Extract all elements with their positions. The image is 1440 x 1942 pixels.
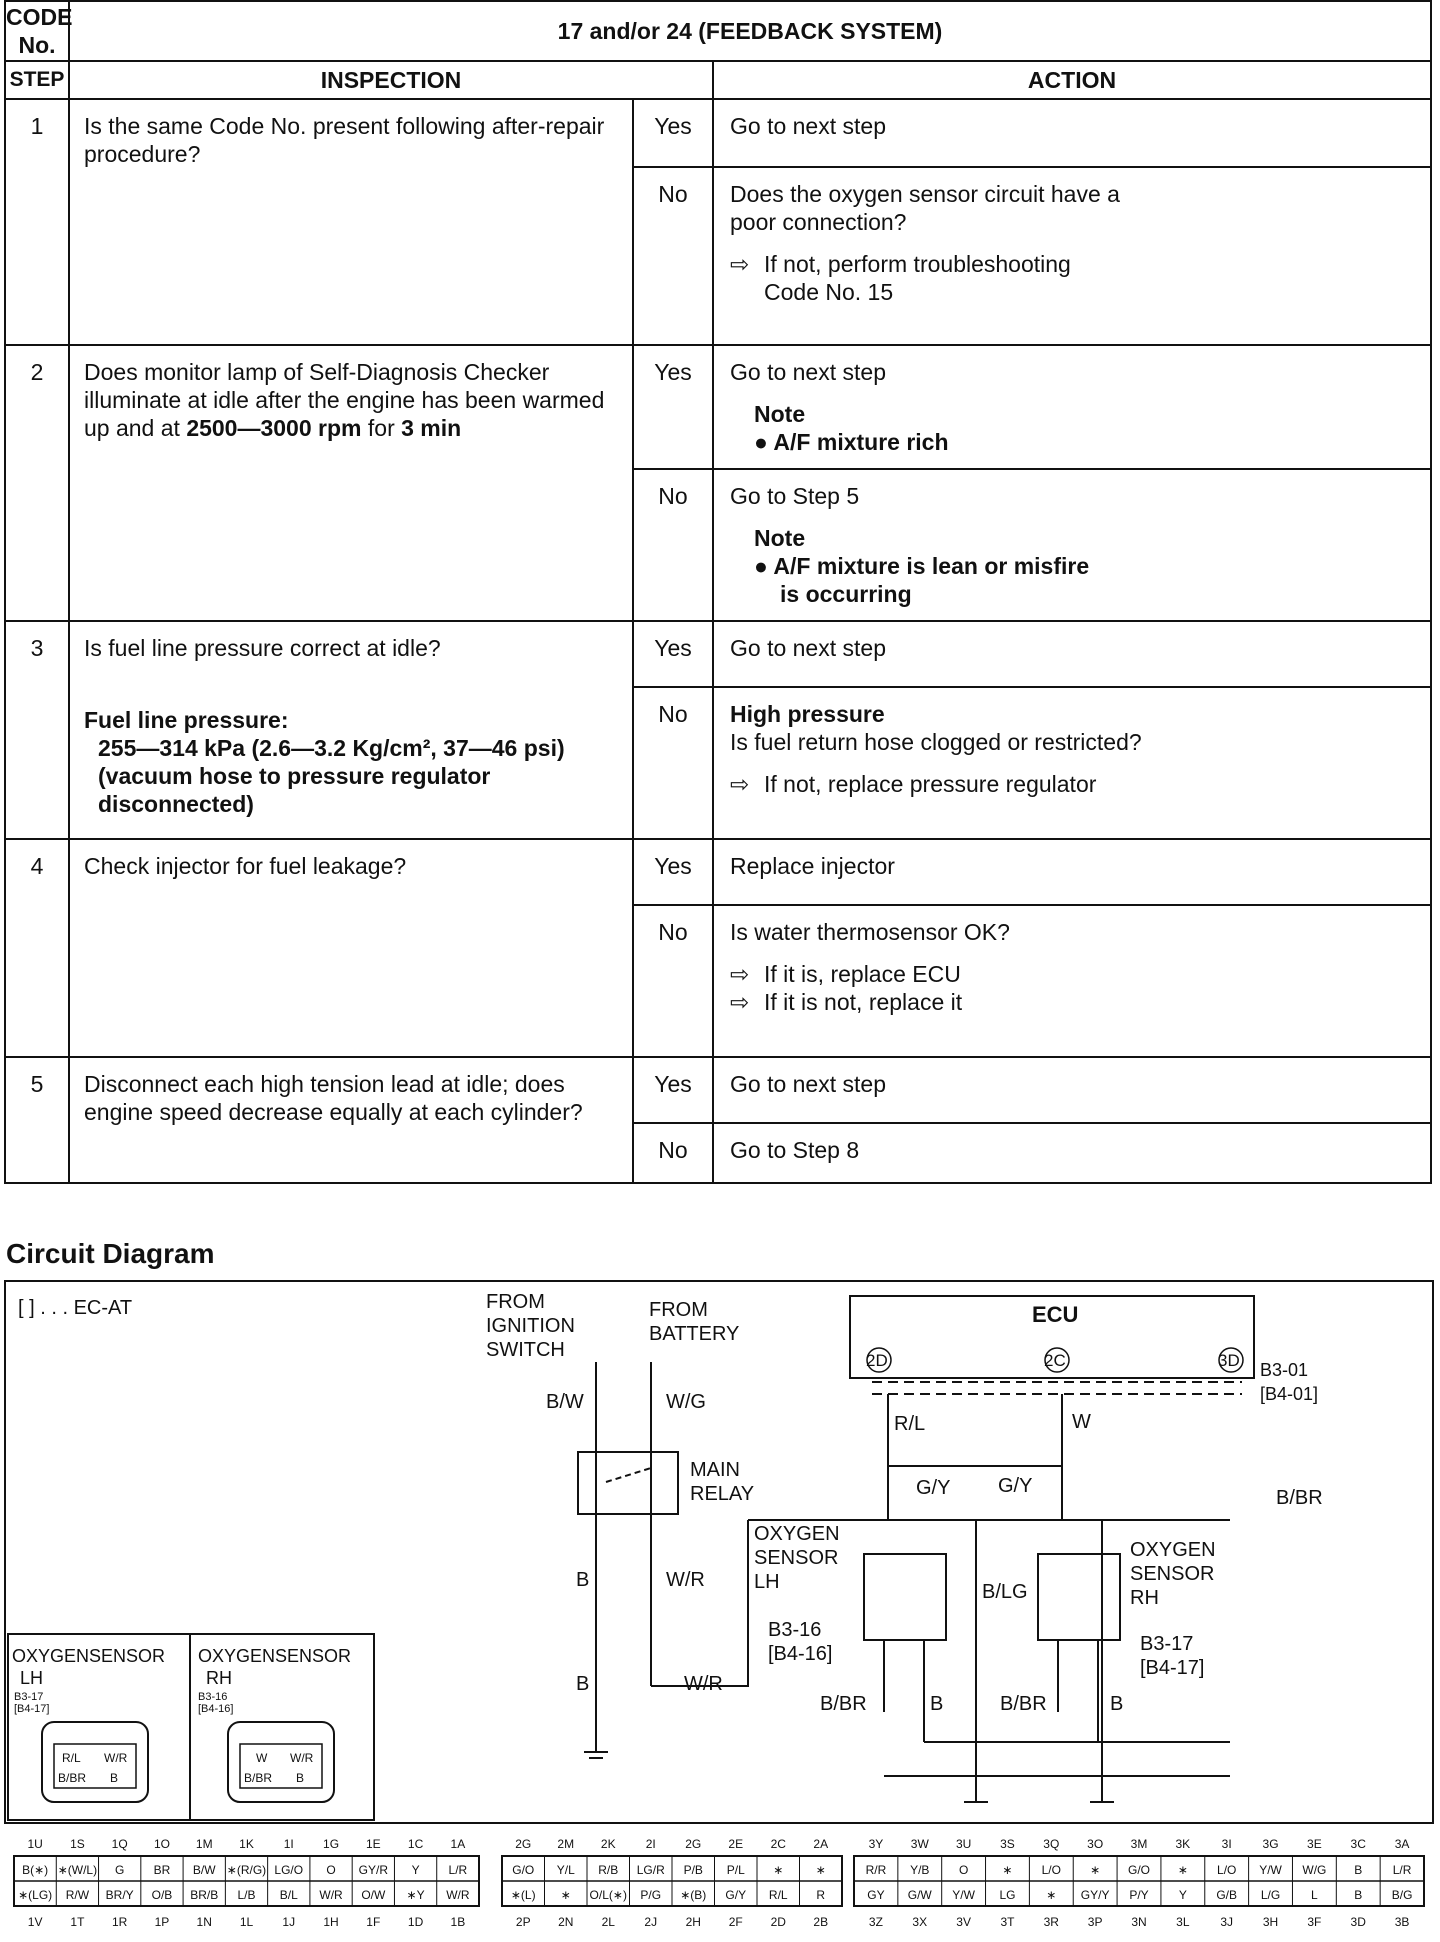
pin-wire-color: ∗ [1177, 1863, 1188, 1877]
pin-wire-color: B/L [279, 1888, 298, 1902]
pin-wire-color: GY/R [358, 1863, 388, 1877]
yes-label: Yes [633, 345, 713, 469]
pin-number: 3X [912, 1915, 928, 1929]
pin-wire-color: L/R [448, 1863, 468, 1877]
pin-number: 3P [1087, 1915, 1103, 1929]
pin-number: 2I [645, 1837, 656, 1851]
no-action [713, 905, 1431, 1057]
pin-number: 3I [1221, 1837, 1232, 1851]
conn-pin: B [296, 1771, 305, 1785]
conn-view-title: OXYGENSENSOR [12, 1646, 166, 1666]
pin-number: 3O [1087, 1837, 1104, 1851]
pin-wire-color: ∗ [773, 1863, 784, 1877]
pin-wire-color: R/B [598, 1863, 619, 1877]
relay-switch [606, 1468, 651, 1482]
connector-strip-svg [4, 1826, 1430, 1936]
spec-line: 255—314 kPa (2.6—3.2 Kg/cm², 37—46 psi) [98, 735, 565, 761]
pin-wire-color: L/B [237, 1888, 256, 1902]
table-row [5, 345, 1431, 469]
pin-number: 1I [283, 1837, 294, 1851]
wire-label-gy: G/Y [998, 1475, 1033, 1497]
circuit-svg [6, 1282, 1432, 1822]
pin-number: 1T [70, 1915, 85, 1929]
from-battery-1: FROM [649, 1299, 708, 1321]
pin-number: 1S [70, 1837, 85, 1851]
yes-label: Yes [633, 839, 713, 905]
yes-label: Yes [633, 621, 713, 687]
inspection-text: Is the same Code No. present following after-repair procedure? [69, 99, 633, 345]
no-label: No [633, 167, 713, 345]
pin-wire-color: G/Y [725, 1888, 747, 1902]
wire-label-bbr: B/BR [1276, 1487, 1323, 1509]
pin-number: 1U [27, 1837, 43, 1851]
pin-number: 3D [1350, 1915, 1366, 1929]
main-relay-box [578, 1452, 678, 1514]
note-item-cont: is occurring [780, 581, 912, 607]
step-number: 2 [5, 345, 69, 621]
o2-lh-conn: B3-16 [768, 1619, 822, 1641]
pin-number: 3V [956, 1915, 971, 1929]
pin-wire-color: Y/W [952, 1888, 975, 1902]
o2-rh-label: RH [1130, 1587, 1159, 1609]
pin-number: 1M [195, 1837, 213, 1851]
pin-number: 3M [1130, 1837, 1148, 1851]
o2-rh-label: OXYGEN [1130, 1539, 1216, 1561]
pin-wire-color: LG/R [636, 1863, 665, 1877]
wire-label-rl: R/L [894, 1413, 926, 1435]
pin-wire-color: G/O [512, 1863, 535, 1877]
pin-wire-color: L/R [1392, 1863, 1412, 1877]
wire-label-wg: W/G [666, 1391, 706, 1413]
inspection-mid: for [361, 415, 402, 441]
section-title: Circuit Diagram [6, 1238, 215, 1269]
pin-wire-color: G/O [1127, 1863, 1151, 1877]
note-item: ● A/F mixture rich [754, 429, 949, 455]
pin-wire-color: B/W [192, 1863, 216, 1877]
wire-label-blg: B/LG [982, 1581, 1028, 1603]
pin-number: 3Q [1043, 1837, 1060, 1851]
pin-number: 2G [515, 1837, 532, 1851]
code-value: 17 and/or 24 (FEEDBACK SYSTEM) [69, 1, 1431, 61]
o2-lh-label: SENSOR [754, 1547, 839, 1569]
pin-wire-color: L/G [1260, 1888, 1281, 1902]
pin-number: 3T [1000, 1915, 1015, 1929]
pin-wire-color: ∗(LG) [18, 1888, 53, 1902]
main-relay-label: MAIN [690, 1459, 740, 1481]
pin-wire-color: O [958, 1863, 969, 1877]
oxygen-sensor-lh-box [864, 1554, 946, 1640]
pin-wire-color: ∗ [1090, 1863, 1101, 1877]
ecu-label: ECU [1032, 1302, 1079, 1327]
arrow-icon: ⇨ [730, 961, 750, 987]
pin-wire-color: W/R [446, 1888, 470, 1902]
wire-label-w: W [1072, 1411, 1091, 1433]
note-title: Note [754, 401, 806, 427]
pin-wire-color: Y/L [556, 1863, 575, 1877]
arrow-icon: ⇨ [730, 989, 750, 1015]
arrow-text: If not, replace pressure regulator [764, 771, 1097, 797]
arrow-icon: ⇨ [730, 771, 750, 797]
pin-number: 3J [1220, 1915, 1234, 1929]
pin-wire-color: ∗(R/G) [226, 1863, 267, 1877]
pin-wire-color: B(∗) [22, 1863, 49, 1877]
ecu-pin: 2C [1044, 1351, 1066, 1370]
yes-label: Yes [633, 1057, 713, 1123]
conn-view-title: OXYGENSENSOR [198, 1646, 352, 1666]
pin-number: 2A [813, 1837, 829, 1851]
col-inspection: INSPECTION [69, 61, 713, 99]
code-label: CODE No. [5, 1, 69, 61]
from-battery-2: BATTERY [649, 1323, 740, 1345]
spec-title: Fuel line pressure: [84, 707, 289, 733]
wire-label-bbr: B/BR [1000, 1693, 1047, 1715]
table-row [5, 99, 1431, 167]
pin-wire-color: ∗Y [406, 1888, 425, 1902]
pin-number: 2H [685, 1915, 701, 1929]
circuit-diagram [4, 1280, 1434, 1824]
no-title: High pressure [730, 701, 885, 727]
no-action [713, 167, 1431, 345]
connector-shell [42, 1722, 148, 1802]
arrow-text: If it is, replace ECU [764, 961, 961, 987]
pin-number: 3H [1262, 1915, 1279, 1929]
pin-number: 3Y [868, 1837, 884, 1851]
inspection-pre: Does monitor lamp of Self-Diagnosis Checker illuminate at idle after the engine has been warmed up and at [84, 359, 605, 441]
pin-wire-color: P/G [640, 1888, 662, 1902]
oxygen-sensor-rh-box [1038, 1554, 1120, 1640]
note-item: ● A/F mixture is lean or misfire [754, 553, 1090, 579]
pin-wire-color: LG [999, 1888, 1016, 1902]
table-row [5, 621, 1431, 687]
pin-number: 2B [813, 1915, 829, 1929]
pin-wire-color: Y [1178, 1888, 1187, 1902]
connector-shell [228, 1722, 334, 1802]
pin-number: 1Q [111, 1837, 128, 1851]
conn-view-code: B3-17 [14, 1691, 44, 1703]
conn-view-code-at: [B4-17] [14, 1703, 50, 1715]
pin-wire-color: BR [153, 1863, 171, 1877]
pin-number: 1G [323, 1837, 340, 1851]
from-ignition-1: FROM [486, 1291, 545, 1313]
no-label: No [633, 687, 713, 839]
yes-action: Go to next step [713, 99, 1431, 167]
pin-wire-color: B [1354, 1863, 1363, 1877]
pin-number: 3C [1350, 1837, 1366, 1851]
o2-lh-conn-at: [B4-16] [768, 1643, 833, 1665]
wire-label-wr: W/R [666, 1569, 705, 1591]
pin-wire-color: ∗ [1002, 1863, 1013, 1877]
pin-number: 2C [770, 1837, 786, 1851]
pin-wire-color: Y [411, 1863, 420, 1877]
pin-wire-color: G/W [907, 1888, 932, 1902]
pin-number: 3K [1175, 1837, 1191, 1851]
no-action-text: Does the oxygen sensor circuit have a poor connection? [730, 181, 1120, 235]
step-number: 1 [5, 99, 69, 345]
pin-wire-color: L/O [1041, 1863, 1061, 1877]
step-number: 5 [5, 1057, 69, 1183]
pin-wire-color: O/B [151, 1888, 173, 1902]
no-action [713, 687, 1431, 839]
inspection-text: Is fuel line pressure correct at idle? [84, 635, 441, 661]
pin-wire-color: O [326, 1863, 336, 1877]
yes-action: Replace injector [713, 839, 1431, 905]
pin-number: 2K [600, 1837, 616, 1851]
yes-action: Go to next step [713, 621, 1431, 687]
table-row [5, 1057, 1431, 1123]
pin-wire-color: GY/Y [1080, 1888, 1110, 1902]
pin-number: 1R [112, 1915, 128, 1929]
conn-pin: B/BR [244, 1771, 273, 1785]
ecu-connector-strip [4, 1826, 1430, 1936]
no-action: Go to Step 8 [713, 1123, 1431, 1183]
pin-number: 2E [728, 1837, 744, 1851]
inspection-text: Disconnect each high tension lead at idle; does engine speed decrease equally at each cylinder? [69, 1057, 633, 1183]
pin-wire-color: O/L(∗) [589, 1888, 627, 1902]
pin-number: 2J [644, 1915, 658, 1929]
pin-number: 3R [1043, 1915, 1059, 1929]
ecu-connector-code-at: [B4-01] [1260, 1384, 1319, 1404]
inspection-rpm: 2500—3000 rpm [186, 415, 362, 441]
o2-lh-label: OXYGEN [754, 1523, 840, 1545]
pin-number: 1E [365, 1837, 381, 1851]
pin-number: 1D [407, 1915, 424, 1929]
pin-wire-color: ∗(B) [680, 1888, 707, 1902]
no-action [713, 469, 1431, 621]
pin-wire-color: W/R [319, 1888, 343, 1902]
pin-number: 3A [1394, 1837, 1410, 1851]
conn-pin: W/R [104, 1751, 128, 1765]
conn-pin: B/BR [58, 1771, 87, 1785]
wire-label-bw: B/W [546, 1391, 584, 1413]
pin-wire-color: R [816, 1888, 826, 1902]
pin-wire-color: G/B [1216, 1888, 1238, 1902]
inspection-cell [69, 621, 633, 839]
pin-number: 1K [239, 1837, 254, 1851]
conn-view-code: B3-16 [198, 1691, 228, 1703]
no-label: No [633, 905, 713, 1057]
no-action-text: Is water thermosensor OK? [730, 919, 1010, 945]
o2-rh-conn: B3-17 [1140, 1633, 1194, 1655]
pin-number: 2L [601, 1915, 615, 1929]
pin-wire-color: Y/W [1259, 1863, 1282, 1877]
no-action-text: Is fuel return hose clogged or restricted? [730, 729, 1142, 755]
from-ignition-2: IGNITION [486, 1315, 575, 1337]
pin-number: 3N [1131, 1915, 1147, 1929]
conn-view-side: RH [206, 1668, 232, 1688]
pin-number: 3F [1307, 1915, 1322, 1929]
pin-wire-color: ∗(L) [510, 1888, 536, 1902]
pin-wire-color: L [1311, 1888, 1318, 1902]
pin-wire-color: W/G [1302, 1863, 1327, 1877]
pin-number: 1V [27, 1915, 43, 1929]
pin-wire-color: ∗ [1046, 1888, 1057, 1902]
o2-lh-label: LH [754, 1571, 780, 1593]
pin-number: 3L [1176, 1915, 1190, 1929]
inspection-time: 3 min [401, 415, 462, 441]
pin-number: 2F [728, 1915, 743, 1929]
conn-pin: W/R [290, 1751, 314, 1765]
from-ignition-3: SWITCH [486, 1339, 565, 1361]
pin-wire-color: ∗ [815, 1863, 826, 1877]
pin-number: 2M [557, 1837, 575, 1851]
wire-label-gy: G/Y [916, 1477, 951, 1499]
arrow-text-cont: Code No. 15 [764, 279, 894, 305]
no-action-text: Go to Step 5 [730, 483, 860, 509]
wire-label-b: B [576, 1569, 590, 1591]
pin-wire-color: ∗(W/L) [57, 1863, 98, 1877]
pin-number: 2P [515, 1915, 531, 1929]
conn-pin: B [110, 1771, 119, 1785]
pin-number: 1N [196, 1915, 212, 1929]
main-relay-label: RELAY [690, 1483, 755, 1505]
wire-label-wr: W/R [684, 1673, 723, 1695]
pin-number: 1F [366, 1915, 381, 1929]
conn-view-side: LH [20, 1668, 44, 1688]
col-action: ACTION [713, 61, 1431, 99]
yes-action: Go to next step [713, 1057, 1431, 1123]
no-label: No [633, 1123, 713, 1183]
pin-wire-color: Y/B [910, 1863, 930, 1877]
wire-label-bbr: B/BR [820, 1693, 867, 1715]
ecu-pin: 3D [1218, 1351, 1240, 1370]
arrow-icon: ⇨ [730, 251, 750, 277]
pin-number: 1A [450, 1837, 466, 1851]
yes-action [713, 345, 1431, 469]
pin-number: 3G [1262, 1837, 1279, 1851]
pin-wire-color: P/L [726, 1863, 745, 1877]
wire-label-b: B [1110, 1693, 1124, 1715]
pin-number: 1P [154, 1915, 170, 1929]
o2-rh-conn-at: [B4-17] [1140, 1657, 1205, 1679]
pin-wire-color: R/R [865, 1863, 887, 1877]
pin-wire-color: BR/Y [105, 1888, 134, 1902]
pin-wire-color: P/Y [1129, 1888, 1149, 1902]
conn-pin: W [256, 1751, 268, 1765]
pin-wire-color: G [115, 1863, 125, 1877]
pin-number: 3Z [868, 1915, 883, 1929]
spec-line: disconnected) [98, 791, 254, 817]
pin-wire-color: LG/O [274, 1863, 304, 1877]
pin-wire-color: ∗ [560, 1888, 571, 1902]
table-row [5, 839, 1431, 905]
troubleshooting-table [4, 0, 1432, 1184]
pin-number: 1J [282, 1915, 296, 1929]
inspection-text: Check injector for fuel leakage? [69, 839, 633, 1057]
pin-number: 1B [450, 1915, 466, 1929]
arrow-text: If not, perform troubleshooting [764, 251, 1071, 277]
wire-label-b: B [576, 1673, 590, 1695]
inspection-text [69, 345, 633, 621]
pin-wire-color: O/W [361, 1888, 386, 1902]
yes-label: Yes [633, 99, 713, 167]
pin-number: 1H [323, 1915, 339, 1929]
ecu-pin: 2D [866, 1351, 888, 1370]
note-title: Note [754, 525, 806, 551]
ecu-connector-code: B3-01 [1260, 1360, 1309, 1380]
pin-number: 1L [239, 1915, 254, 1929]
pin-number: 2D [770, 1915, 786, 1929]
pin-wire-color: R/W [65, 1888, 90, 1902]
pin-wire-color: B [1354, 1888, 1363, 1902]
spec-line: (vacuum hose to pressure regulator [98, 763, 491, 789]
pin-number: 1C [407, 1837, 424, 1851]
o2-rh-label: SENSOR [1130, 1563, 1215, 1585]
arrow-text: If it is not, replace it [764, 989, 963, 1015]
no-label: No [633, 469, 713, 621]
pin-number: 2N [558, 1915, 574, 1929]
step-number: 4 [5, 839, 69, 1057]
pin-number: 3W [910, 1837, 929, 1851]
pin-wire-color: P/B [683, 1863, 703, 1877]
pin-number: 3B [1394, 1915, 1410, 1929]
pin-wire-color: B/G [1391, 1888, 1413, 1902]
conn-pin: R/L [62, 1751, 81, 1765]
pin-wire-color: GY [867, 1888, 885, 1902]
wire-label-b: B [930, 1693, 944, 1715]
pin-number: 3E [1307, 1837, 1322, 1851]
conn-view-code-at: [B4-16] [198, 1703, 234, 1715]
pin-wire-color: R/L [768, 1888, 788, 1902]
step-number: 3 [5, 621, 69, 839]
pin-wire-color: L/O [1217, 1863, 1237, 1877]
pin-number: 3U [955, 1837, 972, 1851]
pin-number: 1O [153, 1837, 170, 1851]
legend-text: [ ] . . . EC-AT [18, 1297, 133, 1319]
col-step: STEP [5, 61, 69, 99]
pin-number: 3S [1000, 1837, 1015, 1851]
pin-number: 2G [685, 1837, 702, 1851]
wire-wr [651, 1520, 748, 1686]
yes-action-text: Go to next step [730, 359, 886, 385]
pin-wire-color: BR/B [190, 1888, 219, 1902]
